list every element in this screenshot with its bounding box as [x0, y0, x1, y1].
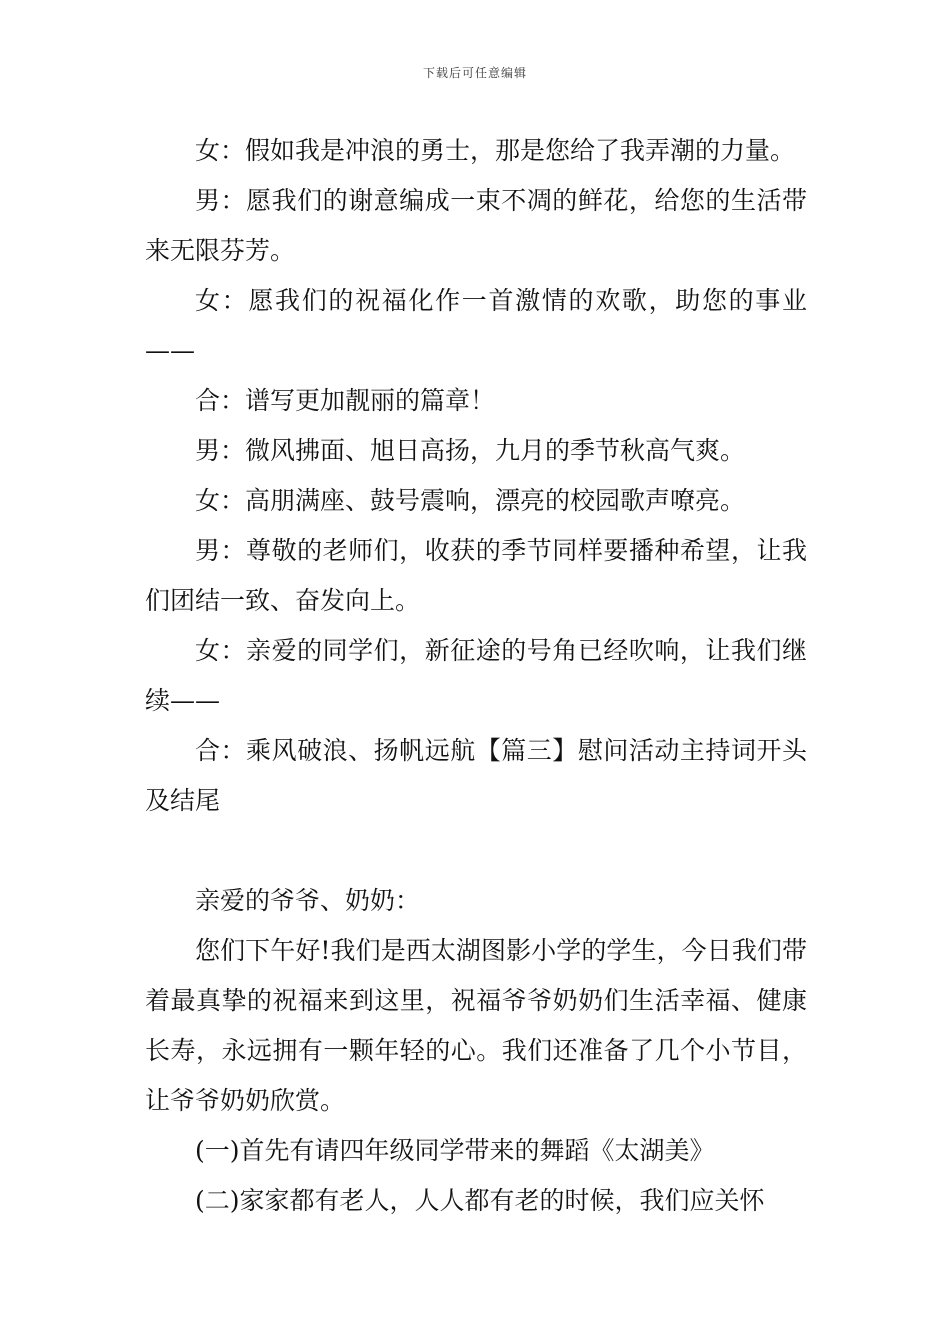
paragraph: (一)首先有请四年级同学带来的舞蹈《太湖美》 [195, 1136, 715, 1165]
paragraph: (二)家家都有老人，人人都有老的时候，我们应关怀 [195, 1186, 765, 1215]
paragraph: 男：尊敬的老师们，收获的季节同样要播种希望，让我们团结一致、奋发向上。 [145, 536, 807, 615]
paragraph: 合：乘风破浪、扬帆远航【篇三】慰问活动主持词开头及结尾 [145, 736, 807, 815]
paragraph: 亲爱的爷爷、奶奶： [195, 886, 421, 915]
paragraph: 男：微风拂面、旭日高扬，九月的季节秋高气爽。 [195, 436, 746, 465]
paragraph: 女：假如我是冲浪的勇士，那是您给了我弄潮的力量。 [195, 136, 796, 165]
paragraph: 女：愿我们的祝福化作一首激情的欢歌，助您的事业—— [145, 286, 807, 365]
paragraph: 合：谱写更加靓丽的篇章！ [195, 386, 496, 415]
paragraph: 男：愿我们的谢意编成一束不凋的鲜花，给您的生活带来无限芬芳。 [145, 186, 807, 265]
document-body [145, 126, 807, 1226]
paragraph: 女：亲爱的同学们，新征途的号角已经吹响，让我们继续—— [145, 636, 807, 715]
blank-line [145, 826, 807, 876]
page-header: 下载后可任意编辑 [422, 66, 527, 80]
paragraph: 您们下午好!我们是西太湖图影小学的学生，今日我们带着最真挚的祝福来到这里，祝福爷爷奶奶们生活幸福、健康长寿，永远拥有一颗年轻的心。我们还准备了几个小节目，让爷爷奶奶欣赏。 [145, 936, 807, 1115]
paragraph: 女：高朋满座、鼓号震响，漂亮的校园歌声嘹亮。 [195, 486, 746, 515]
